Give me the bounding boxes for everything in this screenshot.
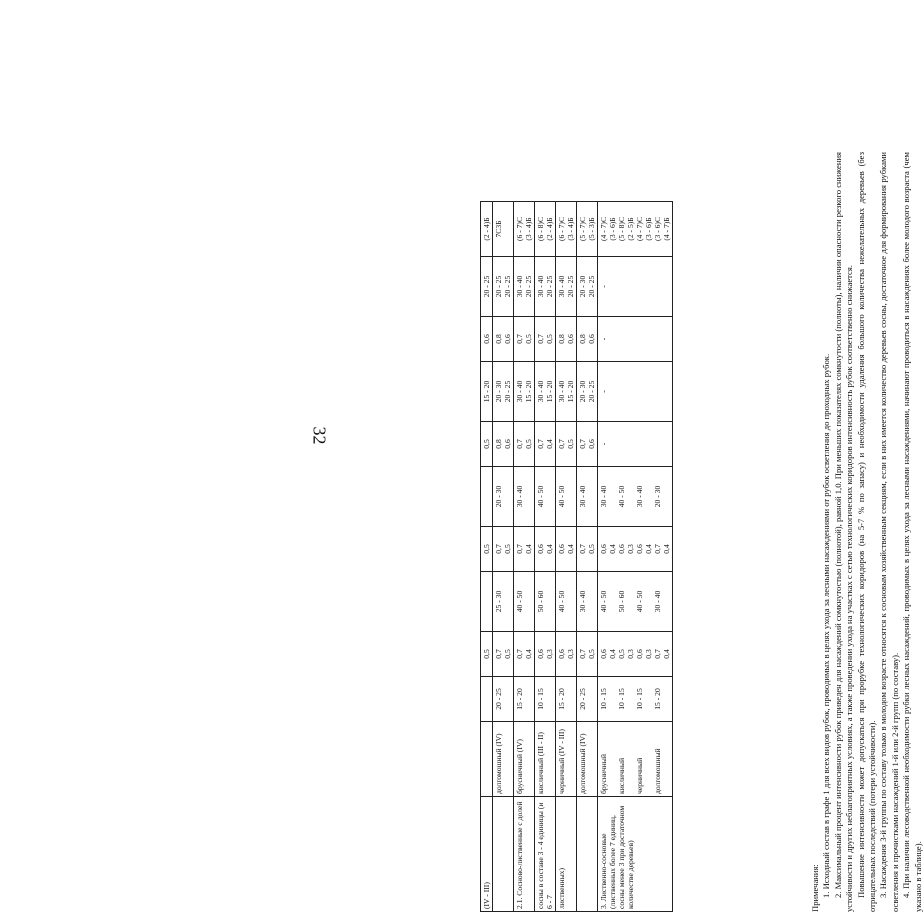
table-cell: 0,7 0,4: [514, 527, 535, 572]
page-number: 32: [309, 426, 330, 445]
table-cell: -: [598, 362, 673, 422]
table-cell: 30 - 40 15 - 20: [556, 362, 577, 422]
table-cell: лиственных): [556, 797, 577, 912]
table-cell: 0,7 0,5: [514, 422, 535, 467]
table-cell: 0,8 0,6: [577, 317, 598, 362]
table-cell: 20 - 25 20 - 25: [493, 257, 514, 317]
table-cell: 30 - 40 20 - 25: [556, 257, 577, 317]
table-cell: 40 - 50: [556, 467, 577, 527]
table-cell: 20 - 30 20 - 25: [577, 362, 598, 422]
table-cell: 40 - 50: [514, 572, 535, 632]
table-cell: -: [598, 257, 673, 317]
table-cell: 25 - 30: [493, 572, 514, 632]
table-cell: 20 - 25: [481, 257, 493, 317]
table-cell: 0,7 0,4: [514, 632, 535, 677]
table-cell: 30 - 40: [577, 572, 598, 632]
table-cell: [493, 797, 514, 912]
table-cell: 15 - 20: [556, 677, 577, 722]
table-cell: 0,8 0,6: [493, 422, 514, 467]
table-body: [481, 202, 673, 912]
table-cell: 30 - 40 15 - 20: [514, 362, 535, 422]
table-cell: 3. Лиственно-сосновые (лиственных более 7 единиц, сосны менее 3 при достаточном количестве деревьев): [598, 797, 673, 912]
table-cell: (2 - 4)Б: [481, 202, 493, 257]
table-cell: 0,7 0,5: [577, 527, 598, 572]
note-3: 3. Насаждения 3-й группы по составу только в молодом возрасте относятся к сосновым хозяйственным секциям, если в них имеется количество деревьев сосны, достаточное для формирования рубками осветления и прочистками насаждений 1-й или 2-й групп (по составу).: [878, 152, 900, 912]
rotated-page-content: [480, 151, 923, 912]
table-cell: 0,8 0,6: [493, 317, 514, 362]
table-cell: 30 - 40 20 - 25: [535, 257, 556, 317]
note-2: 2. Максимальный процент интенсивности рубок приведен для насаждений сомкнутостью (полнотой), равной 1,0. При меньших показателях сомкнутости (полноты), наличии опасности резкого снижения устойчивости и других неблагоприятных условиях, а также проведении ухода на участках с сетью технологических коридоров интенсивность рубок соответственно снижается.: [832, 151, 855, 912]
table-cell: 0,5: [481, 632, 493, 677]
table-cell: 20 - 30 20 - 25: [493, 362, 514, 422]
table-cell: 0,7 0,5: [535, 317, 556, 362]
table-cell: долгомошный (IV): [493, 722, 514, 797]
table-cell: брусничный (IV): [514, 722, 535, 797]
table-cell: 0,7 0,5: [514, 317, 535, 362]
table-cell: -: [598, 317, 673, 362]
table-cell: (6 - 7)С (3 - 4)Б: [556, 202, 577, 257]
table-cell: 15 - 20: [514, 677, 535, 722]
table-cell: 0,5: [481, 422, 493, 467]
table-cell: [481, 572, 493, 632]
table-cell: 0,7 0,5: [556, 422, 577, 467]
table-cell: 0,6 0,3: [556, 632, 577, 677]
table-cell: 30 - 40 20 - 25: [514, 257, 535, 317]
table-row: [493, 202, 514, 912]
table-row: [577, 202, 598, 912]
table-cell: 20 - 30 20 - 25: [577, 257, 598, 317]
table-cell: [481, 722, 493, 797]
table-cell: 30 - 40 40 - 50 30 - 40 20 - 30: [598, 467, 673, 527]
table-row: [598, 202, 673, 912]
table-cell: -: [598, 422, 673, 467]
table-cell: [577, 797, 598, 912]
table-cell: 0,7 0,5: [493, 527, 514, 572]
table-cell: 0,6 0,4 0,6 0,3 0,6 0,4 0,7 0,4: [598, 527, 673, 572]
table-row: [514, 202, 535, 912]
notes-section: [810, 152, 924, 912]
table-cell: (6 - 8)С (2 - 4)Б: [535, 202, 556, 257]
table-cell: 0,7 0,5: [577, 632, 598, 677]
notes-heading: Примечания:: [810, 864, 820, 912]
table-cell: 0,6 0,4: [535, 527, 556, 572]
table-cell: 20 - 25: [493, 677, 514, 722]
table-cell: (4 - 7)С (3 - 6)Б (5 - 8)С (2 - 5)Б (4 - 7)С (3 - 6)Б (3 - 6)С (4 - 7)Б: [598, 202, 673, 257]
table-cell: сосны в составе 3 - 4 единицы (и 6 - 7: [535, 797, 556, 912]
table-cell: черничный (IV - III): [556, 722, 577, 797]
table-cell: 0,7 0,4: [535, 422, 556, 467]
thinning-table: [480, 201, 673, 912]
table-cell: 10 - 15 10 - 15 10 - 15 15 - 20: [598, 677, 673, 722]
table-cell: 30 - 40: [577, 467, 598, 527]
table-cell: 0,7 0,6: [577, 422, 598, 467]
table-cell: 20 - 25: [577, 677, 598, 722]
table-cell: 0,7 0,5: [493, 632, 514, 677]
table-cell: 0,6 0,3: [535, 632, 556, 677]
note-4: 4. При наличии лесоводственной необходимости рубки лесных насаждений, проводимых в целях ухода за лесными насаждениями, начинают проводиться в насаждениях более молодого возраста (чем указано в таблице).: [901, 152, 923, 912]
table-cell: 2.1. Сосново-лиственные с долей: [514, 797, 535, 912]
table-cell: 0,6 0,4: [556, 527, 577, 572]
table-cell: 40 - 50: [535, 467, 556, 527]
table-cell: [481, 467, 493, 527]
table-cell: 7С3Б: [493, 202, 514, 257]
table-cell: 50 - 60: [535, 572, 556, 632]
table-cell: кисличный (III - II): [535, 722, 556, 797]
table-cell: 30 - 40 15 - 20: [535, 362, 556, 422]
table-cell: 10 - 15: [535, 677, 556, 722]
table-row: [556, 202, 577, 912]
table-cell: долгомошный (IV): [577, 722, 598, 797]
table-cell: (5 - 7)С (5 - 3)Б: [577, 202, 598, 257]
table-cell: 30 - 40: [514, 467, 535, 527]
table-cell: (6 - 7)С (3 - 4)Б: [514, 202, 535, 257]
table-row: [535, 202, 556, 912]
table-cell: 20 - 30: [493, 467, 514, 527]
table-header-row: [481, 202, 493, 912]
table-cell: 40 - 50 50 - 60 40 - 50 30 - 40: [598, 572, 673, 632]
table-cell: 40 - 50: [556, 572, 577, 632]
table-cell: 0,6 0,4 0,5 0,3 0,6 0,3 0,7 0,4: [598, 632, 673, 677]
table-cell: 0,5: [481, 527, 493, 572]
table-cell: брусничный кисличный черничный долгомошный: [598, 722, 673, 797]
table-cell: 15 - 20: [481, 362, 493, 422]
table-cell: 0,8 0,6: [556, 317, 577, 362]
table-cell: 0,6: [481, 317, 493, 362]
table-cell: (IV - III): [481, 797, 493, 912]
note-1: 1. Исходный состав в графе 1 для всех видов рубок, проводимых в целях ухода за лесными насаждениями от рубок осветления до проходных рубок.: [821, 353, 832, 898]
table-cell: [481, 677, 493, 722]
note-2-continued: Повышение интенсивности может допускаться при прорубке технологических коридоров (на 5-7 % по запасу) и необходимости удаления большого количества нежелательных деревьев (без отрицательных последствий (потери устойчивости).: [855, 152, 878, 912]
